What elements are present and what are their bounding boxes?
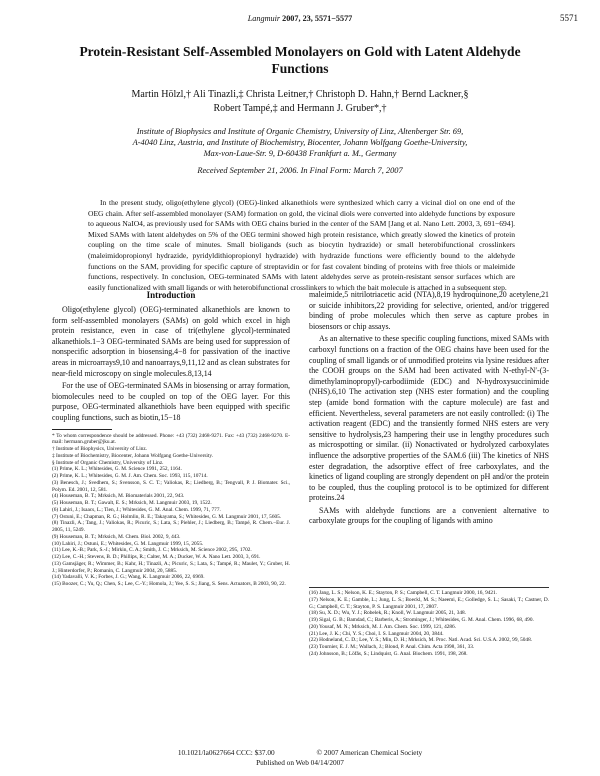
reference: (24) Johnsson, B.; Löfås, S.; Lindquist, G. Anal. Biochem. 1991, 198, 268. bbox=[309, 650, 468, 657]
affiliation-line-3: Max-von-Laue-Str. 9, D-60438 Frankfurt a. M., Germany bbox=[203, 149, 397, 158]
reference: (15) Boozer, C.; Yu, Q.; Chen, S.; Lee, C.-Y.; Homola, J.; Yee, S. S.; Jiang, S. Sens. Actuators, B 2003, 90, 22. bbox=[52, 581, 286, 588]
affiliation-line-1: Institute of Biophysics and Institute of Organic Chemistry, University of Linz, Altenberger Str. 69, bbox=[136, 127, 464, 136]
page-number: 5571 bbox=[560, 13, 578, 23]
reference: (11) Lee, K.-B.; Park, S.-J.; Mirkin, C. A.; Smith, J. C.; Mrksich, M. Science 2002, 295, 1702. bbox=[52, 547, 252, 554]
journal-name: Langmuir bbox=[247, 14, 281, 23]
reference: (23) Tournier, E. J. M.; Wallach, J.; Blond, P. Anal. Chim. Acta 1998, 361, 33. bbox=[309, 644, 475, 650]
reference: (17) Nelson, K. E.; Gamble, L.; Jung, L. S.; Boeckl, M. S.; Naeemi, E.; Golledge, S. L.; Sasaki, T.; Castner, D. G.; Campbell, C. T.; Stayton, P. S. Langmuir 2001, 17, 2807. bbox=[309, 596, 549, 610]
reference: (3) Benesch, J.; Svedhem, S.; Svensson, S. C. T.; Valiokas, R.; Liedberg, B.; Tengvall, P. J. Biomater. Sci., Polym. Ed. 2001, 12, 581. bbox=[52, 479, 290, 493]
reference: (8) Tinazli, A.; Tang, J.; Valiokas, R.; Picuric, S.; Lata, S.; Piehler, J.; Liedberg, B.; Tampé, R. Chem.−Eur. J. 2005, 11, 5249. bbox=[52, 520, 290, 534]
abstract-text: In the present study, oligo(ethylene glycol) (OEG)-linked alkanethiols were synthesized which carry a vicinal diol on one end of the OEG chain. After self-assembled monolayer (SAM) formation on gold, the vicinal diols were converted into aldehyde functions by exposure to aqueous NaIO4, as previously used for SAMs with OEG chains buried in the center of the SAM [Jang et al. Nano Lett. 2003, 3, 691−694]. Mixed SAMs with latent aldehydes on 5% of the OEG termini showed high protein resistance, which greatly slowed the kinetics of protein coupling on the time scale of minutes. Small bioligands (such as biocytin hydrazide) or small heterobifunctional crosslinkers (maleimidopropionyl hydrazide, pyridyldithiopropionyl hydrazide) with hydrazide functions were efficiently bound to the aldehyde functions on the SAM, providing for specific capture of streptavidin or for fast covalent binding of proteins with free thiols or maleimide functions, respectively. In conclusion, OEG-terminated SAMs with latent aldehydes serve as protein-resistant sensor surfaces which are easily functionalized with small ligands or with heterobifunctional crosslinkers to which the bait molecule is attached in a subsequent step. bbox=[88, 198, 515, 292]
introduction-heading: Introduction bbox=[146, 290, 196, 300]
authors-line-2: Robert Tampé,‡ and Hermann J. Gruber*,† bbox=[213, 102, 387, 114]
published-date: Published on Web 04/14/2007 bbox=[256, 757, 344, 767]
reference: (9) Houseman, B. T.; Mrksich, M. Chem. Biol. 2002, 9, 443. bbox=[52, 533, 181, 540]
reference: (1) Prime, K. L.; Whitesides, G. M. Science 1991, 252, 1164. bbox=[52, 466, 182, 473]
footnote: † Institute of Biophysics, University of Linz. bbox=[52, 446, 148, 453]
affiliations bbox=[60, 126, 540, 159]
reference: (14) Yadavalli, V. K.; Forbes, J. G.; Wang, K. Langmuir 2006, 22, 6969. bbox=[52, 574, 205, 581]
footnotes-and-references bbox=[52, 433, 290, 588]
author-list bbox=[60, 88, 540, 115]
footnote: * To whom correspondence should be addressed. Phone: +43 (732) 2468-9271. Fax: +43 (732) 2468-9270. E-mail: hermann.gruber@jku.at. bbox=[52, 432, 290, 446]
footnote: § Institute of Organic Chemistry, University of Linz. bbox=[52, 459, 164, 466]
right-paragraph: SAMs with aldehyde functions are a convenient alternative to carboxylate groups for the coupling of ligands with amino bbox=[309, 505, 549, 526]
right-paragraph: As an alternative to these specific coupling functions, mixed SAMs with carboxyl functions on a fraction of the OEG chains have been used for the coupling of small ligands or of unmodified proteins via lysine residues after the COOH groups on the SAM had been activated with N-ethyl-N′-(3-dimethylaminopropyl)-carbodiimide (EDC) and N-hydroxysuccinimide (NHS).6,10 The activation step (NHS ester formation) and the coupling step (amide bond formation with the capture molecule) are fast and efficient. Nevertheless, several parameters are not easily controlled: (i) The activation reagent (EDC) and the transiently formed NHS esters are very sensitive to hydrolysis,23 hampering their use in lengthy procedures such as microspotting or similar. (ii) Nonactivated or hydrolyzed carboxylates influence the adsorptive properties of the SAM.6 (iii) The kinetics of NHS ester degradation, the adsorptive effect of free carboxylates, and the kinetics of ligand coupling are strongly dependent on pH and/or the protein to be coupled, thus the coupling protocol is to be optimized for different proteins.24 bbox=[309, 334, 549, 503]
footnote-rule bbox=[52, 429, 112, 430]
affiliation-line-2: A-4040 Linz, Austria, and Institute of Biochemistry, Biocenter, Johann Wolfgang Goethe-University, bbox=[132, 138, 468, 147]
doi-ccc: 10.1021/la0627664 CCC: $37.00 bbox=[177, 748, 275, 757]
page-footer bbox=[0, 748, 600, 767]
copyright: © 2007 American Chemical Society bbox=[316, 748, 423, 757]
received-dates: Received September 21, 2006. In Final Form: March 7, 2007 bbox=[197, 166, 403, 175]
reference: (6) Lahiri, J.; Isaacs, L.; Tien, J.; Whitesides, G. M. Anal. Chem. 1999, 71, 777. bbox=[52, 506, 221, 513]
reference: (10) Lahiri, J.; Ostuni, E.; Whitesides, G. M. Langmuir 1999, 15, 2055. bbox=[52, 540, 204, 547]
reference: (5) Houseman, B. T.; Gawalt, E. S.; Mrksich, M. Langmuir 2003, 19, 1522. bbox=[52, 500, 212, 507]
right-references bbox=[309, 590, 549, 658]
reference: (4) Houseman, B. T.; Mrksich, M. Biomaterials 2001, 22, 943. bbox=[52, 493, 185, 500]
reference: (21) Lee, J. K.; Chi, Y. S.; Choi, I. S. Langmuir 2004, 20, 3844. bbox=[309, 630, 444, 637]
reference: (12) Lee, C.-H.; Stevens, B. D.; Phillips, R.; Calter, M. A.; Ducker, W. A. Nano Lett. 2003, 3, 691. bbox=[52, 554, 261, 561]
reference: (16) Jang, L. S.; Nelson, K. E.; Stayton, P. S.; Campbell, C. T. Langmuir 2000, 16, 9421. bbox=[309, 590, 497, 596]
reference: (2) Prime, K. L.; Whitesides, G. M. J. Am. Chem. Soc. 1993, 115, 10714. bbox=[52, 473, 208, 480]
left-paragraph: For the use of OEG-terminated SAMs in biosensing or array formation, biomolecules need to be coupled on top of the OEG layer. For this purpose, OEG-terminated alkanethiols have been equipped with specific coupling functions, such as biotin,15−18 bbox=[52, 381, 290, 422]
references-rule bbox=[309, 587, 549, 588]
right-column bbox=[309, 290, 549, 527]
reference: (7) Ostuni, E.; Chapman, R. G.; Holmlin, R. E.; Takayama, S.; Whitesides, G. M. Langmuir 2001, 17, 5605. bbox=[52, 513, 282, 520]
reference: (18) Su, X. D.; Wu, Y. J.; Robelek, R.; Knoll, W. Langmuir 2005, 21, 348. bbox=[309, 610, 466, 617]
year-volume-pages: 2007, 23, 5571−5577 bbox=[282, 14, 353, 23]
footnote: ‡ Institute of Biochemistry, Biocenter, Johann Wolfgang Goethe-University. bbox=[52, 452, 213, 459]
authors-line-1: Martin Hölzl,† Ali Tinazli,‡ Christa Leitner,† Christoph D. Hahn,† Bernd Lackner,§ bbox=[131, 89, 469, 100]
right-paragraph: maleimide,5 nitrilotriacetic acid (NTA),8,19 hydroquinone,20 acetylene,21 or suicide inhibitors,22 providing for selective, oriented, and/or triggered binding of probe molecules which then serve as capture probes in biosensors or chip assays. bbox=[309, 290, 549, 331]
reference: (19) Sigal, G. B.; Bamdad, C.; Barberis, A.; Strominger, J.; Whitesides, G. M. Anal. Chem. 1996, 68, 490. bbox=[309, 617, 534, 623]
reference: (20) Yousaf, M. N.; Mrksich, M. J. Am. Chem. Soc. 1999, 121, 4286. bbox=[309, 623, 456, 630]
article-title: Protein-Resistant Self-Assembled Monolayers on Gold with Latent Aldehyde Functions bbox=[79, 44, 521, 76]
left-column bbox=[52, 290, 290, 588]
reference: (22) Hodneland, C. D.; Lee, Y. S.; Min, D. H.; Mrksich, M. Proc. Natl. Acad. Sci. U.S.A. 2002, 99, 5048. bbox=[309, 637, 533, 644]
running-head bbox=[0, 14, 600, 23]
reference: (13) Gamsjäger, R.; Wimmer, B.; Kahr, H.; Tinazli, A.; Picuric, S.; Lata, S.; Tampé, R.; Maulet, Y.; Gruber, H. J.; Hinterdorfer, P.; Romanin, C. Langmuir 2004, 20, 5885. bbox=[52, 560, 290, 574]
abstract bbox=[88, 198, 515, 293]
left-paragraph: Oligo(ethylene glycol) (OEG)-terminated alkanethiols are known to form self-assembled monolayers (SAMs) on gold which excel in high protein resistance, even in case of tri(ethylene glycol)-terminated alkanethiols.1−3 OEG-terminated SAMs are being used for suppression of nonspecific adsorption in biosensing,4−8 for passivation of the inactive areas in microarrays9,10 and nanoarrays,9,11,12 and as clean substrates for near-field microscopy on single molecules.8,13,14 bbox=[52, 305, 290, 378]
